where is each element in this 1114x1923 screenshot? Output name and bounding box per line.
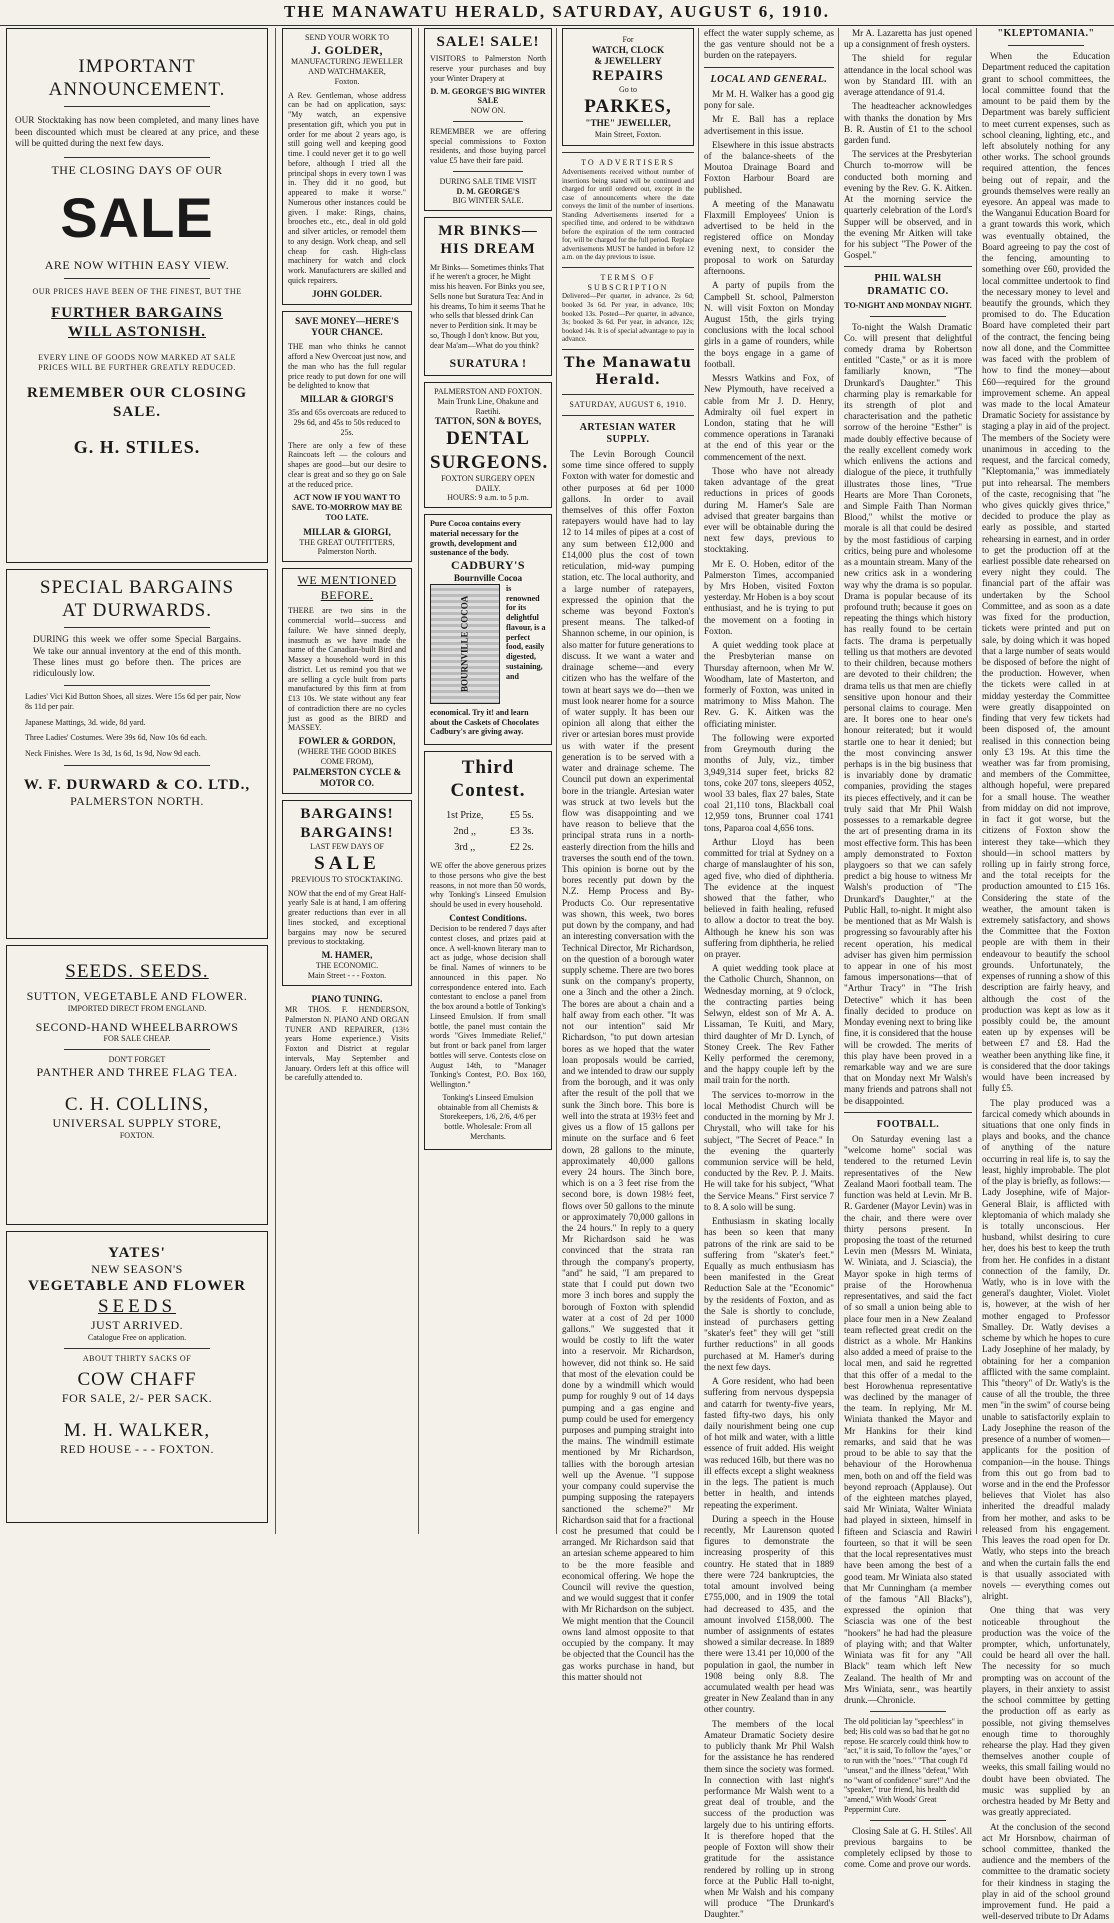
brand-name: CADBURY'S (450, 558, 526, 573)
ad-title: DENTAL SURGEONS. (430, 428, 549, 473)
ad-title: PIANO TUNING. (311, 993, 383, 1004)
ad-body: THERE are two sins in the commercial world—success and failure. We have sinned deeply, inasmuch as we have made the name of the Canadian-built Bird and Massey a household word in this district. Let us remind you that we are selling a cycle built from parts manufactured by this firm at from £13 10s. We state without any fear of contradiction there are no cycles just as good as the BIRD and MASSEY. (288, 606, 406, 733)
column-6 (844, 28, 972, 1870)
prize-row: 2nd ,, £3 3s. (453, 825, 534, 837)
ad-line: PALMERSTON AND FOXTON. (434, 387, 542, 397)
advertiser-name: W. F. DURWARD & CO. LTD., (23, 776, 251, 793)
contest-ad (424, 751, 552, 1149)
news-paragraph: Mr E. Ball has a replace advertisement in this issue. (704, 114, 834, 136)
prize-table (430, 807, 546, 858)
advertiser-town: PALMERSTON NORTH. (70, 794, 204, 809)
ad-line: ABOUT THIRTY SACKS OF (82, 1353, 192, 1363)
ad-subtitle: Contest Conditions. (449, 912, 527, 923)
ad-line: NOW ON. (470, 106, 506, 116)
ad-body: MR THOS. F. HENDERSON, Palmerston N. PIANO AND ORGAN TUNER AND REPAIRER, (13½ years Home experience.) Visits Foxton and District at regular intervals, May September and January. Orders left at this office will be carefully attended to. (285, 1005, 409, 1083)
ad-line: FURTHER BARGAINS (51, 305, 223, 322)
ad-signature: JOHN GOLDER. (312, 288, 382, 299)
news-paragraph: A quiet wedding took place at the Presbyterian manse on Thursday afternoon, when Mr W. Woodham, late of Masterton, and formerly of Foxton, was united in matrimony to Miss Mahon. The Rev. G. K. Aitken was the officiating minister. (704, 640, 834, 729)
section-headline: PHIL WALSH DRAMATIC CO. (867, 273, 949, 297)
ad-line: PALMERSTON CYCLE & MOTOR CO. (292, 766, 402, 789)
ad-line: "THE" JEWELLER, (585, 118, 671, 129)
ad-title: Third Contest. (450, 757, 526, 802)
column-rule (418, 28, 419, 1534)
advertiser-town: FOXTON. (119, 1131, 155, 1141)
prize-row: 3rd ,, £2 2s. (454, 841, 534, 853)
advertiser-town: Palmerston North. (317, 547, 377, 557)
news-paragraph: Enthusiasm in skating locally has been so keen that many patrons of the rink are said to be suffering from "skater's feet." Equally as much enthusiasm has been manifested in the Great Reduction Sale at the "Economic" by the residents of Foxton, and as the Sale is shortly to conclude, instead of purchasers getting "skater's feet" they will get "still further reductions" in all goods purchased at M. Hamer's during the next few days. (704, 1216, 834, 1372)
section-headline: "KLEPTOMANIA." (997, 28, 1095, 39)
issue-date: SATURDAY, AUGUST 6, 1910. (569, 399, 687, 409)
ad-line: LAST FEW DAYS OF (310, 841, 384, 851)
ad-body: A Rev. Gentleman, whose address can be had on application, says: "My watch, an expensive presentation gift, which you put in order for me about 2 years ago, is still going well and keeping good time. I could never get it to go well before, although I tried all the principal shops in every town I was in. They did it no good, but appeared to make it worse." Numerous other instances could be given. I make: Rings, chains, brooches etc., etc., deal in old gold and silver articles, or remodel them to any design. Work cheap, and sell cheap for cash. High-class machinery for watch and clock work. Manufacturers are skilled and quick repairers. (288, 90, 406, 285)
column-rule (698, 28, 699, 1534)
column-3 (424, 28, 552, 1534)
ad-line: FOXTON SURGERY OPEN DAILY. (441, 473, 535, 493)
news-paragraph: Messrs Watkins and Fox, of New Plymouth, have received a cable from Mr J. D. Henry, Admiralty oil fuel expert in London, stating that he will commence operations in Taranaki at the end of this year or the commencement of the next. (704, 373, 834, 462)
ad-title: SAVE MONEY—HERE'S (295, 315, 399, 326)
ad-title: WE MENTIONED BEFORE. (297, 573, 397, 602)
news-paragraph: Arthur Lloyd has been committed for trial at Sydney on a charge of manslaughter of his son, aged five, who died of diphtheria. The evidence at the inquest showed that the father, who believed in faith healing, refused to allow a doctor to treat the boy. Although he knew his son was suffering from diphtheria, he relied on prayer. (704, 836, 834, 960)
column-5 (704, 28, 834, 1920)
ad-line: SALE (314, 852, 380, 874)
ad-line: FOR SALE, 2/- PER SACK. (61, 1390, 213, 1405)
ad-footer: Tonking's Linseed Emulsion obtainable from all Chemists & Storekeepers, 1/6, 2/6, 4/6 per bottle. Wholesale: From all Merchants. (437, 1092, 539, 1141)
ad-line: PREVIOUS TO STOCKTAKING. (291, 874, 403, 884)
sale-item: Three Ladies' Costumes. Were 39s 6d, Now 10s 6d each. (25, 733, 207, 743)
section-subheadline: TO-NIGHT AND MONDAY NIGHT. (844, 300, 972, 310)
ad-line: DON'T FORGET (108, 1054, 166, 1064)
ad-line: Pure Cocoa contains every material necessary for the growth, development and sustenance of the body. (430, 519, 521, 558)
dental-ad (424, 382, 552, 508)
ad-line: SEND YOUR WORK TO (305, 33, 389, 42)
advertiser-name: M. HAMER, (321, 950, 373, 961)
news-paragraph: A meeting of the Manawatu Flaxmill Employees' Union is advertised to be held in the registered office on Monday evening next, to consider the proposal to work on Saturday afternoons. (704, 198, 834, 277)
news-paragraph: Mr A. Lazaretta has just opened up a consignment of fresh oysters. (844, 28, 972, 50)
ad-line: MANUFACTURING JEWELLER AND WATCHMAKER, (290, 57, 404, 77)
ad-body: There are only a few of these Raincoats left — the colours and shapes are good—but our desire to clear is great and so they go on Sale at the reduced price. (288, 440, 406, 489)
news-paragraph: The shield for regular attendance in the local school was won by Standard III. with an average attendance of 91.4. (844, 53, 972, 98)
ad-body: 35s and 65s overcoats are reduced to 29s 6d, and 45s to 50s reduced to 25s. (288, 408, 406, 437)
ad-body: VISITORS to Palmerston North reserve your purchases and buy your Winter Drapery at (430, 54, 546, 83)
ad-line: REMEMBER OUR CLOSING SALE. (26, 385, 248, 420)
ad-body: OUR Stocktaking has now been completed, and many lines have been discounted which must be cleared at any price, and these will be quitted during the next few days. (15, 115, 259, 148)
ad-body: is renowned for its delightful flavour, is a perfect food, easily digested, sustaining, and economical. Try it! and learn about the Caskets of Chocolates Cadbury's are giving away. (430, 583, 546, 737)
sale-item: Neck Finishes. Were 1s 3d, 1s 6d, 1s 9d, Now 9d each. (25, 749, 201, 759)
ad-line: WATCH, CLOCK (591, 44, 665, 55)
advertiser-name: FOWLER & GORDON, (298, 736, 396, 747)
column-7 (982, 28, 1110, 1922)
news-paragraph: A Gore resident, who had been suffering from nervous dyspepsia and catarrh for twenty-five years, fasted fifty-two days, his only daily nourishment being one cup of hot milk and water, with a little essence of fruit added. His weight was reduced 16lb, but there was no ill effects except a slight weakness in the legs. The patient is much better in health, and intends repeating the experiment. (704, 1376, 834, 1510)
column-2 (282, 28, 412, 1534)
news-paragraph: The services at the Presbyterian Church to-morrow will be conducted both morning and evening by the Rev. G. K. Aitken. At the morning service the quarterly celebration of the Lord's Supper will be observed, and in the evening Mr Aitken will take for his subject "The Power of the Gospel." (844, 149, 972, 261)
ad-line: Catalogue Free on application. (87, 1333, 187, 1343)
piano-ad (282, 992, 412, 1088)
notice-title: TO ADVERTISERS (581, 158, 675, 168)
masthead: THE MANAWATU HERALD, SATURDAY, AUGUST 6, 1910. (0, 0, 1114, 26)
ad-line: Foxton. (334, 76, 360, 86)
ad-line: THE GREAT OUTFITTERS, (299, 537, 395, 547)
ad-line: COW CHAFF (77, 1368, 197, 1390)
news-paragraph: At the conclusion of the second act Mr Horsnbow, chairman of school committee, thanked the audience and the members of the committee to the dramatic society for their kindness in staging the play in aid of the school ground improvement fund. He paid a well-deserved tribute to Dr Adams (982, 1821, 1110, 1922)
prize-row: 1st Prize, £5 5s. (446, 809, 534, 821)
ad-line: ACT NOW IF YOU WANT TO SAVE. TO-MORROW MAY BE TOO LATE. (291, 493, 403, 522)
ad-line: ARE NOW WITHIN EASY VIEW. (44, 257, 230, 272)
cocoa-ad (424, 514, 552, 745)
ad-line: THE ECONOMIC. (315, 961, 379, 971)
ad-title: SPECIAL BARGAINS (39, 577, 235, 598)
news-paragraph: The following were exported from Greymouth during the months of July, viz., timber 3,949,314 super feet, bricks 82 tons, coke 207 tons, sleepers 4052, wool 33 bales, flax 27 bales, State coal 21,110 tons, Blackball coal 12,959 tons, Brunner coal 1741 tons, Paparoa coal 4,656 tons. (704, 732, 834, 833)
sale-item: Ladies' Vici Kid Button Shoes, all sizes. Were 15s 6d per pair, Now 8s 11d per pair. (25, 692, 241, 711)
ad-body: NOW that the end of my Great Half-yearly Sale is at hand, I am offering greater reductions than ever in all lines stocked, and exceptional bargains may now be secured previous to stocktaking. (288, 888, 406, 947)
binks-ad (424, 217, 552, 376)
cycle-ad (282, 568, 412, 794)
ad-line: REPAIRS (592, 68, 664, 85)
ad-line: D. M. GEORGE'S BIG WINTER SALE (430, 86, 546, 106)
advertiser-name: MILLAR & GIORGI, (303, 526, 391, 537)
column-rule (275, 28, 276, 1534)
advertiser-name: TATTON, SON & BOYES, (434, 416, 542, 427)
ad-body: Decision to be rendered 7 days after contest closes, and prizes paid at once. A well-known literary man to act as judge, whose decision shall be final. Names of winners to be announced in this paper. No correspondence entered into. Each contestant to enclose a panel from the box around a bottle of Tonking's Linseed Emulsion. If from small bottle, the panel must contain the words "Gives Immediate Relief," but front or back panel from larger bottles will serve. Contests close on August 14th, to "Manager Tonking's Contest, P.O. Box 160, Wellington." (430, 924, 546, 1090)
ad-title: MR BINKS— (438, 223, 538, 240)
ad-line: IMPORTED DIRECT FROM ENGLAND. (67, 1003, 207, 1013)
george-ad (424, 28, 552, 211)
hamer-ad (282, 800, 412, 985)
news-paragraph: A party of pupils from the Campbell St. school, Palmerston N. will visit Foxton on Monday August 15th, the girls trying conclusions with the local school girls in a game of rounders, while the boys engage in a game of football. (704, 280, 834, 369)
news-paragraph: Mr M. H. Walker has a good gig pony for sale. (704, 88, 834, 111)
golder-ad (282, 28, 412, 305)
news-paragraph: Those who have not already taken advantage of the great reductions in prices of goods during M. Hamer's Sale are advised that greater bargains than ever will be obtainable during the next few days, previous to stocktaking. (704, 465, 834, 555)
ad-title: SALE! SALE! (436, 34, 540, 50)
notice-title: TERMS OF SUBSCRIPTION (587, 272, 669, 292)
article-body: Closing Sale at G. H. Stiles'. All previous bargains to be completely eclipsed by those to come. Come and prove our words. (844, 1825, 972, 1870)
collins-ad (6, 945, 268, 1225)
stiles-ad (6, 28, 268, 563)
ad-line: SUTTON, VEGETABLE AND FLOWER. (26, 989, 248, 1004)
ad-line: EVERY LINE OF GOODS NOW MARKED AT SALE PRICES WILL BE FURTHER GREATLY REDUCED. (38, 352, 236, 372)
column-4 (562, 28, 694, 1682)
advertiser-name: G. H. STILES. (73, 437, 201, 457)
sale-headline: SALE (60, 185, 214, 249)
walker-ad (6, 1231, 268, 1523)
news-paragraph: The members of the local Amateur Dramatic Society desire to publicly thank Mr Phil Walsh for the assistance he has rendered them since the society was formed. In connection with last night's performance Mr Walsh went to a great deal of trouble, and the success of the production was largely due to his untiring efforts. It is therefore hoped that the people of Foxton will show their gratitude for the assistance rendered by rolling up in strong force at the Public Hall to-night, when Mr Walsh and his company will produce "The Drunkard's Daughter." (704, 1718, 834, 1920)
advertiser-name: J. GOLDER, (310, 42, 383, 57)
column-rule (556, 28, 557, 1534)
news-paragraph: The headteacher acknowledges with thanks the donation by Mrs B. R. Austin of £1 to the school garden fund. (844, 101, 972, 145)
advertiser-name: C. H. COLLINS, (64, 1094, 210, 1116)
news-paragraph: One thing that was very noticeable throughout the production was the voice of the prompter, which, unfortunately, could be heard all over the hall. The necessity for so much prompting was on account of the players, in their anxiety to assist the school committee by getting the production off as early as possible, not giving themselves enough time to thoroughly rehearse the play. Had they given themselves another couple of weeks, this small failing would no doubt have been obviated. The music was supplied by an orchestra headed by Mr Betty and was greatly appreciated. (982, 1605, 1110, 1818)
ad-title: YOUR CHANCE. (311, 327, 383, 338)
ad-line: & JEWELLERY (594, 55, 662, 66)
notice-body: Advertisements received without number of insertions being stated will be continued and charged for until ordered out, except in the case of announcements where the date conveys the limit of the number of insertions. Standing Advertisements inserted for a specified time, and ordered to be withdrawn before the expiration of the term contracted for, will be charged for the full period. Replace advertisements MUST be handed in before 12 a.m. on the day previous to issue. (562, 168, 694, 262)
ad-title: AT DURWARDS. (62, 600, 212, 622)
ad-title: BARGAINS! (300, 824, 394, 841)
ad-line: BIG WINTER SALE. (452, 196, 524, 206)
article-body: To-night the Walsh Dramatic Co. will present that delightful comedy drama by Robertson entitled "Caste," or as it is more familiarly known, "The Drunkard's Daughter." This charming play is remarkable for its strength of plot and characterisation and the pathetic sorrow of the heroine "Esther" is made doubly effective because of the really excellent comedy work which enlivens the actions and dialogue of the piece, it truthfully illustrates those lines, "True Hearts are More Than Coronets, and Simple Faith Than Norman Blood," whilst the motive or morale is all that could be desired by the most fastidious of carping critics, being pure and wholesome as a mountain stream. Many of the new critics ask in a wondering way why the drama is so popular. Drama is popular because of its profound truth; because it goes on repeating the things which history has really found to be certain facts. The drama is perpetually telling us that mothers are devoted to their children, because mothers are devoted to their children; the drama tells us that men are chiefly sensitive upon honour and their personal claims to courage. Men are. It bores one to hear one's honour reiterated; but it would startle one to hear it denied; but the most convincing answer perhaps is in the big business that is invariably done by dramatic companies, providing the stages its pieces effectively, and it can be truly said that Mr Phil Walsh possesses to a remarkable degree the art of presenting drama in its most effective form. This has been amply demonstrated to Foxton playgoers so that we can safely predict a big house to witness Mr Walsh's production of "The Drunkard's Daughter," at the Public Hall, to-night. It might also be mentioned that as Mr Walsh is progressing so favourably after his recent operation, his medical adviser has given him permission to appear in one of his most famous impersonations—that of "Arthur Tracy" in "The Irish Detective" which it has been finally decided to produce on Monday evening next to bring like fine, it is considered that the house will be crowded. The merits of this play have been proved in a remarkable way and we are sure that on Monday next Mr Walsh's many friends and patrons shall not be disappointed. (844, 321, 972, 1106)
ad-title: ANNOUNCEMENT. (48, 79, 226, 101)
ad-body: WE offer the above generous prizes to those persons who give the best reasons, in not more than 50 words, why Tonking's Linseed Emulsion should be used in every household. (430, 861, 546, 910)
parkes-ad (562, 28, 694, 146)
ad-line: DURING SALE TIME VISIT (439, 176, 537, 186)
ad-title: YATES' (108, 1245, 166, 1261)
ad-line: OUR PRICES HAVE BEEN OF THE FINEST, BUT THE (32, 286, 242, 296)
news-paragraph: During a speech in the House recently, Mr Laurenson quoted figures to demonstrate the increasing prosperity of this country. He stated that in 1889 there were 724 bankruptcies, the total amount involved being £755,000, and in 1909 the total had decreased to 435, and the amount involved £158,000. The number of assignments of estates showed a similar decrease. In 1889 there were 13.41 per 10,000 of the population in gaol, the number in 1908 being only 8.8. The accumulated wealth per head was greater in New Zealand than in any other country. (704, 1513, 834, 1715)
news-paragraph: The services to-morrow in the local Methodist Church will be conducted in the morning by Mr J. Chrystall, who will take for his subject, "The Secret of Peace." In the evening the quarterly communion service will be held, conducted by the Rev. P. J. Maits. He will take for his subject, "What the Service Means." First service 7 to 8. A solo will be sung. (704, 1089, 834, 1212)
ad-line: HOURS: 9 a.m. to 5 p.m. (447, 493, 529, 503)
news-items (704, 89, 834, 1921)
ad-title: SEEDS. SEEDS. (65, 961, 209, 982)
ad-line: For (622, 35, 634, 44)
section-headline: FOOTBALL. (876, 1118, 940, 1130)
ad-line: FOR SALE CHEAP. (103, 1034, 171, 1044)
advertiser-name: M. H. WALKER, (63, 1420, 211, 1442)
ad-line: Main Trunk Line, Ohakune and Raetihi. (437, 396, 539, 416)
ad-body: REMEMBER we are offering special commissions to Foxton residents, and those buying parcel value £5 have their fare paid. (430, 126, 546, 166)
column-rule (976, 28, 977, 1534)
durward-ad (6, 569, 268, 939)
ad-title: HIS DREAM (440, 241, 536, 258)
brand-name: SURATURA ! (449, 356, 527, 371)
millar-ad (282, 311, 412, 562)
ad-line: UNIVERSAL SUPPLY STORE, (52, 1116, 222, 1131)
ad-line: THE CLOSING DAYS OF OUR (51, 163, 223, 177)
brand-name: Bournville Cocoa (453, 572, 523, 583)
news-paragraph: The play produced was a farcical comedy which abounds in situations that one only finds in plays and books, and the chance of anything of the nature occurring in real life is, to say the least, highly improbable. The plot of the play is briefly, as follows:—Lady Josephine, wife of Major-General Blair, is afflicted with kleptomania of which malady she is totally unconscious. Her husband, whilst desiring to cure her, does his best to keep the truth from her. He confides in a distant connection of the family, Dr. Watly, who is in love with the general's daughter, Violet. Violet is, however, at the wish of her mother engaged to Professor Smalley. Dr. Watly devises a scheme by which he hopes to cure Lady Josephine of her malady, by obtaining for her a companion afflicted with the same complaint. This "theory" of Dr. Watly's is the cause of all the trouble, the three men "in the swim" of course being unable to satisfactorily explain to Lady Josephine the reason of the presence of a number of women—applicants for the position of companion—in the house. Things from this out go from bad to worse and in the end the Professor believes that Violet has also inherited the dreadful malady from her mother, and asks to be released from his engagement. This leaves the road open for Dr. Watly, who steps into the breach and when the curtain falls the end is that usually associated with novels — everything comes out alright. (982, 1097, 1110, 1602)
cocoa-tin-illustration: BOURNVILLE COCOA (430, 584, 500, 704)
section-headline: LOCAL AND GENERAL. (710, 73, 828, 85)
news-paragraph: When the Education Department reduced the capitation grant to school committees, the local committee found that the amount to be paid them by the Department was barely sufficient to meet current expenses, such as school cleaning, lighting, etc., and left absolutely nothing for any other works. The school grounds required attention, the fences being out of repair, and the grounds themselves were really an eyesore. An appeal was made to the Wanganui Education Board for a grant towards this work, which was eventually obtained, the Board agreeing to pay the cost of the fencing, amounting to something over £60, provided the local committee undertook to find the necessary money to level and beautify the grounds, which they promised to do. The Education Board have completed their part of the contract, the fencing being now all done, and the Committee was faced with the problem of how to find the money—about £60—required for the ground improvement scheme. An appeal was made to the local Amateur Dramatic Society for assistance by staging a play in aid of the project. The members of the Society were unanimous in acceding to the request, and the farcical comedy, "Kleptomania," was immediately put into rehearsal. The members of the caste, recognising that "he who gives quickly gives thrice," decided to produce the play as early as possible, and started rehearsing in earnest, and in order to get the production off at the earliest possible date rehearsed on every night they could. The financial part of the affair was undertaken by the School Committee, and as soon as a date was fixed for the production, tickets were printed and put on sale, by doing which it was hoped that a large number of seats would be disposed of before the night of the production. However, when the tickets were called in at midday yesterday the Committee were greatly disappointed on finding that very few tickets had been disposed of, the amount realised in this connection being only £3 19s. At this time the weather was far from promising, and members of the Committee, although hopeful, were prepared for a small house. The weather from midday on did not improve, in fact it got worse, but the citizens of Foxton show the interest they take—which they should—in school matters by rolling up in fairly strong force, and the total receipts for the production amounted to £15 16s. Considering the state of the weather, the amount taken is extremely satisfactory, and shows the Committee that the Foxton people are with them in their endeavour to beautify the school grounds. Unfortunately, the expenses of running a show of this description are fairly heavy, and although the cost of the production was kept as low as it possibly could be, the amount eaten up by expenses will be between £7 and £8. Had the weather been anything like fine, it is considered that the door takings would have been increased by fully £5. (982, 51, 1110, 1094)
ad-line: JUST ARRIVED. (90, 1318, 184, 1333)
notice-body: Delivered—Per quarter, in advance, 2s 6d; booked 3s 6d. Per year, in advance, 10s; booked 13s. Posted—Per quarter, in advance, 3s; booked 3s 6d. Per year, in advance, 12s; booked 14s. It is of special advantage to pay in advance. (562, 292, 694, 344)
ad-line: D. M. GEORGE'S (456, 186, 520, 196)
poem: The old politician lay "speechless" in bed; His cold was so bad that he got no repose. He scarcely could think how to "act," it is said, To follow the "ayes," or to run with the "noes." "That cough I'd "unseat," and the illness "defeat," With no "want of confidence" sure!" And the "speaker," true friend, his health did "amend," With Woods' Great Peppermint Cure. (844, 1717, 971, 1814)
ad-title: SEEDS (97, 1296, 177, 1318)
advertiser-name: PARKES, (584, 96, 672, 118)
ad-title: BARGAINS! (300, 806, 394, 823)
ad-line: Go to (619, 85, 637, 95)
article-body: effect the water supply scheme, as the gas venture should not be a burden on the ratepayers. (704, 28, 834, 61)
advertiser-address: Main Street - - - Foxton. (307, 971, 387, 981)
column-1 (6, 28, 268, 1534)
column-rule (838, 28, 839, 1534)
advertiser-address: RED HOUSE - - - FOXTON. (60, 1442, 214, 1457)
ad-line: SECOND-HAND WHEELBARROWS (35, 1019, 239, 1034)
news-paragraph: Elsewhere in this issue abstracts of the balance-sheets of the Moutoa Drainage Board and Foxton Harbour Board are published. (704, 139, 834, 195)
article-headline: ARTESIAN WATER SUPPLY. (579, 421, 677, 445)
news-paragraph: A quiet wedding took place at the Catholic Church, Shannon, on Wednesday morning, at 9 o'clock, the contracting parties being Selwyn, eldest son of Mr A. A. Lissaman, Te Kuiti, and Mary, third daughter of Mr D. Lynch, of Stoney Creek. The Rev Father Kelly performed the ceremony, and the happy couple left by the mail train for the north. (704, 963, 834, 1086)
ad-line: MILLAR & GIORGI'S (300, 394, 394, 405)
article-paragraphs (982, 51, 1110, 1922)
ad-body: DURING this week we offer some Special Bargains. We take our annual inventory at the end of this month. These lines must go before then. The prices are ridiculously low. (33, 634, 241, 678)
article-body: On Saturday evening last a "welcome home" social was tendered to the returned Levin representatives of the New Zealand Maori football team. The function was held at Levin. Mr B. R. Gardener (Mayor Levin) was in the chair, and there were over thirty persons present. In proposing the toast of the returned Levin men (Messrs M. Winiata, W. Winiata, and J. Sciascia), the Mayor spoke in high terms of praise of the Horowhenua representatives, and said the fact of so small a union being able to place four men in a New Zealand team reflected great credit on the district as a whole. Mr Hankins also added a meed of praise to the local men, and said he regretted that this offer of a medal to the best Horowhenua representative was declined by the manager of the team. In replying, Mr M. Winiata thanked the Mayor and Mr Hankins for their kind remarks, and said that he was proud to be able to say that the behaviour of the Horowhenua men, both on and off the field was beyond reproach (Applause). Out of the eighteen matches played, said Mr Winiata, Walter Winiata had played in sixteen, himself in fifteen and Sciascia and Rawiri fourteen, so that it will be seen that the local representatives must have been among the best of a good team. Mr Winiata also stated that Mr Cunningham (a member of the famous "All Blacks"), expressed the opinion that Sciascia was one of the best "hookers" he had had the pleasure of playing with; and that Walter Winiata was fit for any "All Black" team which left New Zealand. The health of Mr and Mrs Winiata, senr., was heartily drunk.—Chronicle. (844, 1134, 972, 1705)
ad-title: IMPORTANT (78, 56, 196, 77)
ad-title: VEGETABLE AND FLOWER (27, 1277, 247, 1294)
nameplate: The Manawatu Herald. (564, 354, 692, 388)
article-body: The Levin Borough Council some time since offered to supply Foxton with water for domestic and other purposes at 6d per 1000 gallons. In order to avail themselves of this offer Foxton ratepayers would have had to lay 12 to 14 miles of pipes at a cost of any sum between £12,000 and £14,000 plus the cost of town reticulation, mid-way pumping station, etc. The local authority, and a large number of ratepayers, expressed the opinion that the scheme was beyond Foxton's present means. The talked-of Shannon scheme, in our opinion, is also matter for future generations to discuss. It we want a water and drainage scheme—and every citizen who has the welfare of the town at heart says we do—then we must look nearer home for a source of water supply. It has been our opinion all along that either the river or artesian bores must provide us with water if the present generation is to be served with a water and drainage scheme. The Council put down an experimental bore in the triangle. Artesian water was struck at two levels but the flow was disappointing and we have reason to believe that the principal strata runs in a north-easterly direction from the hills and traverses the south end of the town. This opinion is borne out by the bores recently put down by the N.Z. Hemp Process and By-Products Co. Our representative was shown, this week, two bores put down by the company, and had an interesting conversation with the Technical Director, Mr Richardson, on the question of a borough water supply scheme. There are two bores sunk on the company's property, one a 3inch and the other a 2inch. The bores are about a chain and a half away from each other. "It was not our intention" said Mr Richardson, "to put down artesian bores as we hoped that the water loan proposals would be carried, and we intended to draw our supply from the borough, and it was only after the result of the poll that we sunk the 3inch bore. This bore is well into the strata at 193½ feet and gives us a flow of 15 gallons per minute on the surface and 6 feet down, 28 gallons to the minute, approximately 40,000 gallons every 24 hours. The 3inch bore, which is on a 3 feet rise from the second bore, is down 198½ feet, flows over 50 gallons to the minute or approximately 70,000 gallons in the 24 hours." In reply to a query Mr Richardson said he was convinced that the strata ran through the company's property, "and" he said, "I am prepared to state that I could put down two more 3 inch bores and supply the borough of Foxton with splendid water at a cost of 2d per 1000 gallons." We suggested that it would be costly to lift the water into a reservoir. Mr Richardson, however, did not think so. He said that most of the elevation could be done by a windmill which would pump for roughly 9 out of 14 days pumping and a gas engine and pump could be used for emergency purposes and pumping straight into the mains. The windmill estimate mentioned by Mr Richardson, tallies with the borough artesian well up the Avenue. "I suppose your company could supervise the pumping supposing the ratepayers sanctioned the scheme?" Mr Richardson said that for a fractional cost he presumed that could be arranged. Mr Richardson said that an artesian scheme appeared to him to be the more feasible and economical offering. We hope the Council will revive the question, and we would suggest that it confer with Mr Richardson on the subject. We might mention that the Council owns land almost opposite to that occupied by the company. It may be objected that the Council has the gas works purchase in hand, but this matter should not (562, 448, 694, 1682)
ad-line: WILL ASTONISH. (68, 323, 206, 340)
ad-title: NEW SEASON'S (91, 1262, 183, 1277)
ad-line: PANTHER AND THREE FLAG TEA. (36, 1064, 238, 1079)
advertiser-address: Main Street, Foxton. (594, 129, 662, 139)
ad-poem: Mr Binks— Sometimes thinks That if he weren't a grocer, he Might miss his heaven. For Binks you see, Sells none but Suratura Tea: And in his dreams, To him it seems That he who sells that blessed drink Can never to Perdition sink. It may be so, Though I don't know. But you, dear Ma'am—What do you think? (430, 262, 546, 350)
ad-line: (WHERE THE GOOD BIKES COME FROM), (297, 747, 397, 767)
news-paragraph: Mr E. O. Hoben, editor of the Palmerston Times, accompanied by Mrs Hoben, visited Foxton yesterday. Mr Hoben is a boy scout enthusiast, and he is trying to put the movement on a footing in Foxton. (704, 558, 834, 636)
sale-item: Japanese Mattings, 3d. wide, 8d yard. (25, 717, 146, 727)
ad-body: THE man who thinks he cannot afford a New Overcoat just now, and the man who has the full regular price ready to put down for one will be delighted to know that (288, 342, 406, 391)
news-items (844, 28, 972, 261)
